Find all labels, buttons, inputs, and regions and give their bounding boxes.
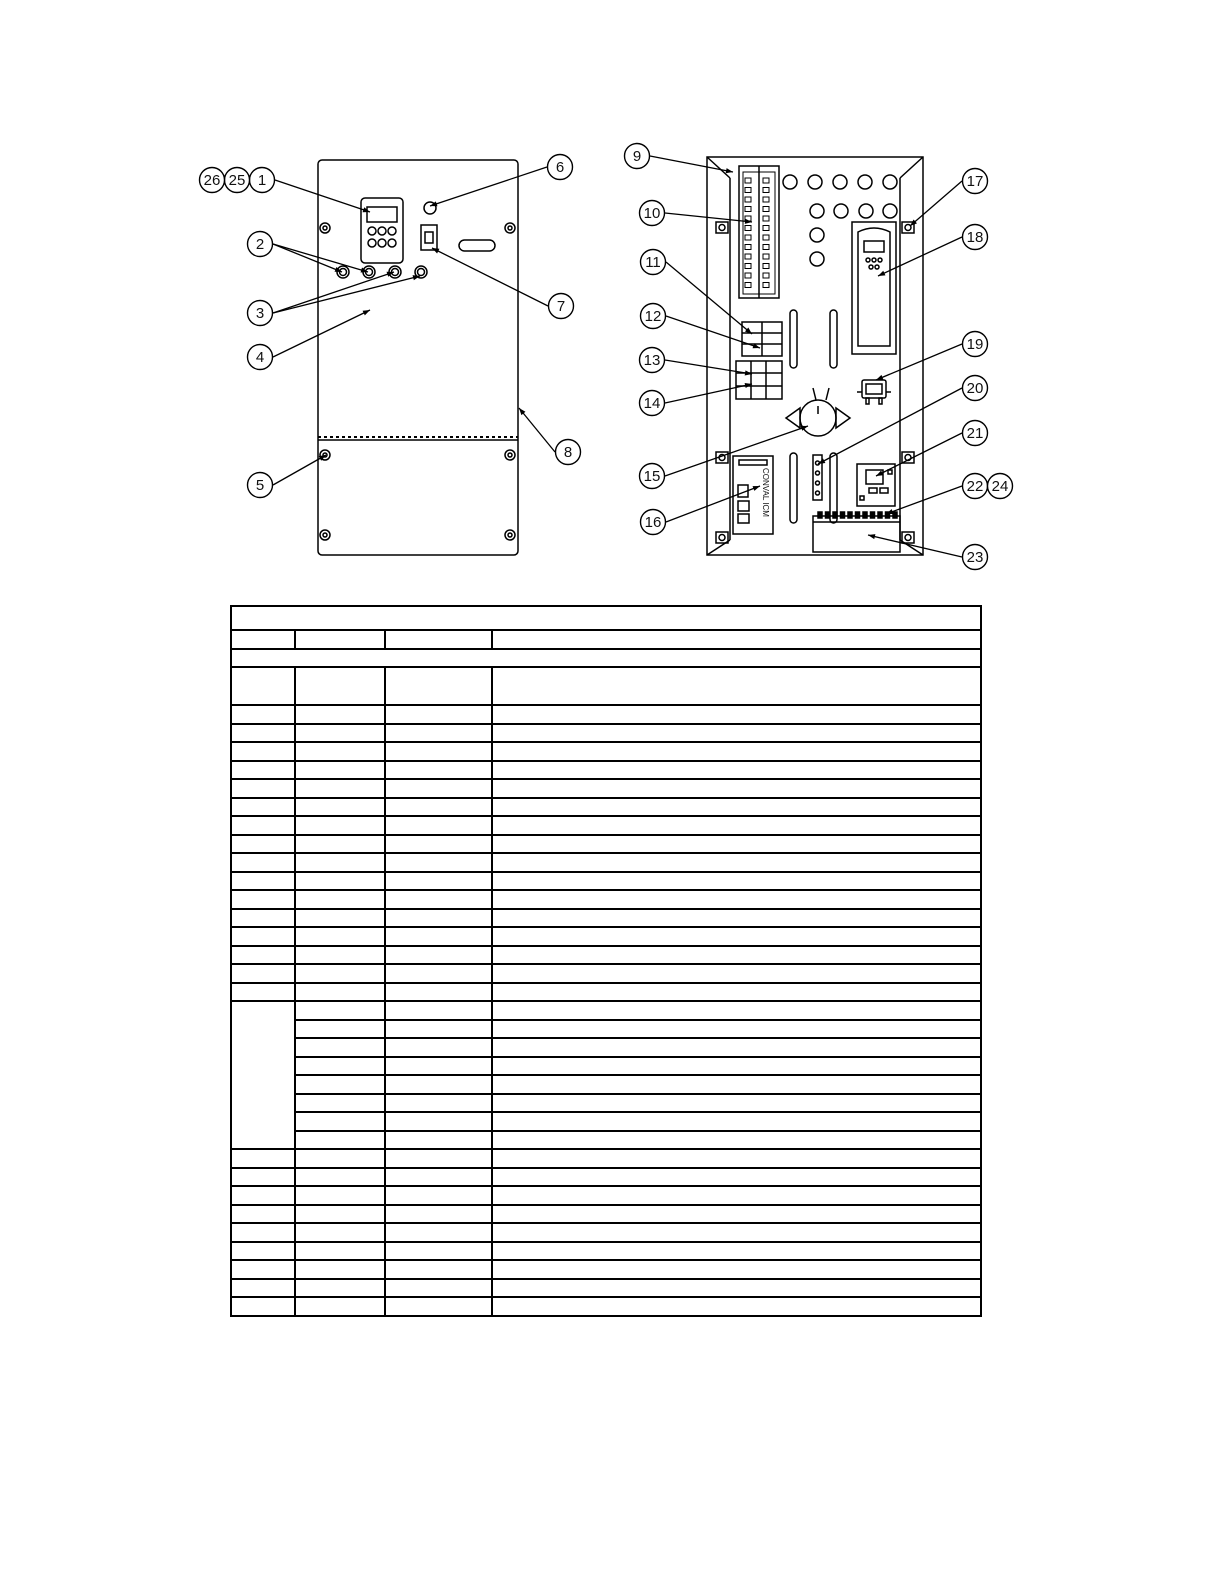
callout-label: 17 <box>966 173 984 190</box>
screw <box>505 530 515 540</box>
table-cell <box>295 1279 385 1298</box>
leader-line <box>273 276 420 313</box>
table-cell <box>385 853 492 872</box>
callout-label: 26 <box>203 172 221 189</box>
table-cell <box>295 890 385 909</box>
callout-label: 18 <box>966 229 984 246</box>
table-cell <box>492 667 981 705</box>
table-cell <box>231 798 295 817</box>
callout-label: 13 <box>643 352 661 369</box>
leader-line <box>665 384 752 403</box>
mount-tab <box>716 532 728 543</box>
table-cell <box>231 1001 295 1149</box>
callout-18 <box>963 225 988 250</box>
mount-tab <box>716 222 728 233</box>
table-section-row <box>231 649 981 668</box>
callout-17 <box>963 169 988 194</box>
arrow-head <box>876 375 883 380</box>
table-title <box>231 606 981 630</box>
relay-block <box>742 322 782 356</box>
table-cell <box>492 1057 981 1076</box>
table-cell <box>295 1149 385 1168</box>
table-row <box>231 779 981 798</box>
table-cell <box>295 1094 385 1113</box>
table-cell <box>492 1205 981 1224</box>
leader-line <box>665 360 752 374</box>
callout-20 <box>963 376 988 401</box>
table-cell <box>385 1094 492 1113</box>
table-cell <box>231 1168 295 1187</box>
callout-label: 10 <box>643 205 661 222</box>
callout-6 <box>548 155 573 180</box>
table-cell <box>231 724 295 743</box>
callout-label: 20 <box>966 380 984 397</box>
table-row <box>231 1020 981 1039</box>
table-cell <box>385 1131 492 1150</box>
table-cell <box>492 927 981 946</box>
table-cell <box>492 1149 981 1168</box>
table-row <box>231 964 981 983</box>
table-cell <box>492 1038 981 1057</box>
callout-7 <box>549 294 574 319</box>
table-cell <box>385 1057 492 1076</box>
table-row <box>231 1001 981 1020</box>
table-row <box>231 1297 981 1316</box>
callout-label: 19 <box>966 336 984 353</box>
table-cell <box>231 1223 295 1242</box>
table-row <box>231 909 981 928</box>
drive-unit <box>852 222 896 354</box>
screw <box>320 530 330 540</box>
leader-line <box>430 167 547 206</box>
table-cell <box>295 816 385 835</box>
table-cell <box>295 798 385 817</box>
table-cell <box>385 1149 492 1168</box>
callout-23 <box>963 545 988 570</box>
circuit-breakers <box>736 361 782 399</box>
callout-label: 5 <box>255 477 265 494</box>
callout-label: 2 <box>255 236 265 253</box>
table-cell <box>295 983 385 1002</box>
leader-lines <box>273 156 962 557</box>
table-cell <box>295 964 385 983</box>
callout-4 <box>248 345 273 370</box>
callout-label: 22 <box>966 478 984 495</box>
callout-16 <box>641 510 666 535</box>
table-row <box>231 1075 981 1094</box>
callout-label: 12 <box>644 308 662 325</box>
table-cell <box>385 964 492 983</box>
callout-label: 8 <box>563 444 573 461</box>
table-cell <box>492 798 981 817</box>
callout-13 <box>640 348 665 373</box>
table-cell <box>385 872 492 891</box>
callout-26 <box>200 168 225 193</box>
table-cell <box>295 1131 385 1150</box>
table-cell <box>231 761 295 780</box>
callout-2 <box>248 232 273 257</box>
callout-label: 11 <box>645 254 661 271</box>
mount-tab <box>902 532 914 543</box>
table-cell <box>385 1186 492 1205</box>
table-cell <box>295 1186 385 1205</box>
table-cell <box>295 724 385 743</box>
callout-label: 9 <box>632 148 642 165</box>
parts-table <box>230 605 982 1317</box>
relay-board <box>857 464 895 506</box>
table-cell <box>231 667 295 705</box>
table-cell <box>295 1020 385 1039</box>
table-cell <box>295 872 385 891</box>
table-cell <box>385 761 492 780</box>
table-cell <box>385 1020 492 1039</box>
table-cell <box>231 816 295 835</box>
callout-label: 16 <box>644 514 662 531</box>
table-row <box>231 853 981 872</box>
table-cell <box>492 1001 981 1020</box>
sensor <box>857 380 891 404</box>
table-row <box>231 1205 981 1224</box>
table-cell <box>492 816 981 835</box>
column-header <box>492 630 981 649</box>
table-cell <box>492 1075 981 1094</box>
terminal-blocks <box>745 178 769 288</box>
table-cell <box>492 1168 981 1187</box>
table-cell <box>385 946 492 965</box>
leader-line <box>910 181 962 226</box>
table-cell <box>231 946 295 965</box>
table-cell <box>492 1131 981 1150</box>
table-cell <box>385 1223 492 1242</box>
arrow-head <box>363 310 370 315</box>
slot <box>459 240 495 251</box>
table-cell <box>492 853 981 872</box>
table-row <box>231 835 981 854</box>
table-cell <box>385 667 492 705</box>
rocker-switch <box>421 225 437 250</box>
panel-slot <box>790 310 797 368</box>
callout-22 <box>963 474 988 499</box>
table-cell <box>295 909 385 928</box>
table-row <box>231 761 981 780</box>
table-cell <box>231 1149 295 1168</box>
table-cell <box>295 835 385 854</box>
table-cell <box>295 927 385 946</box>
table-cell <box>231 872 295 891</box>
callout-25 <box>225 168 250 193</box>
table-cell <box>385 1279 492 1298</box>
arrow-head <box>753 486 760 491</box>
table-cell <box>385 1112 492 1131</box>
table-row <box>231 1186 981 1205</box>
screw <box>320 223 330 233</box>
leader-line <box>876 344 962 380</box>
table-cell <box>492 890 981 909</box>
terminal-rail <box>813 516 900 552</box>
table-cell <box>295 1001 385 1020</box>
table-row <box>231 705 981 724</box>
table-cell <box>385 909 492 928</box>
table-cell <box>385 927 492 946</box>
table-cell <box>385 1260 492 1279</box>
panel-slot <box>830 310 837 368</box>
callout-label: 4 <box>255 349 265 366</box>
dial-control <box>786 388 850 436</box>
callout-label: 23 <box>966 549 984 566</box>
leader-line <box>666 486 760 522</box>
pilot-light <box>337 266 349 278</box>
table-cell <box>385 816 492 835</box>
screw <box>505 223 515 233</box>
column-header <box>385 630 492 649</box>
table-cell <box>295 761 385 780</box>
table-cell <box>231 705 295 724</box>
table-cell <box>295 1260 385 1279</box>
table-row <box>231 667 981 705</box>
table-cell <box>492 724 981 743</box>
table-cell <box>231 1297 295 1316</box>
callout-label: 7 <box>556 298 566 315</box>
callout-8 <box>556 440 581 465</box>
leader-line <box>886 486 962 514</box>
table-cell <box>231 1260 295 1279</box>
table-cell <box>231 835 295 854</box>
table-cell <box>492 1260 981 1279</box>
callout-21 <box>963 421 988 446</box>
callout-label: 25 <box>228 172 246 189</box>
callout-12 <box>641 304 666 329</box>
table-cell <box>295 705 385 724</box>
table-cell <box>231 964 295 983</box>
table-cell <box>295 1297 385 1316</box>
table-row <box>231 1223 981 1242</box>
leader-line <box>666 316 760 348</box>
table-header-row <box>231 630 981 649</box>
column-header <box>231 630 295 649</box>
table-cell <box>492 1297 981 1316</box>
table-row <box>231 1131 981 1150</box>
callout-label: 6 <box>555 159 565 176</box>
table-cell <box>295 1057 385 1076</box>
leader-line <box>273 310 370 357</box>
table-row <box>231 946 981 965</box>
table-cell <box>231 1205 295 1224</box>
callout-14 <box>640 391 665 416</box>
table-cell <box>492 983 981 1002</box>
leader-line <box>519 408 555 452</box>
table-cell <box>231 1279 295 1298</box>
callout-24 <box>988 474 1013 499</box>
table-cell <box>492 1242 981 1261</box>
table-cell <box>231 1242 295 1261</box>
table-cell <box>492 946 981 965</box>
table-cell <box>492 909 981 928</box>
leader-line <box>650 156 733 172</box>
table-cell <box>492 1186 981 1205</box>
callout-5 <box>248 473 273 498</box>
table-cell <box>231 890 295 909</box>
callout-10 <box>640 201 665 226</box>
panel-slot <box>790 453 797 523</box>
leader-line <box>273 244 368 272</box>
column-header <box>295 630 385 649</box>
callout-label: 14 <box>643 395 661 412</box>
leader-line <box>273 244 342 272</box>
table-cell <box>231 909 295 928</box>
leader-line <box>432 248 548 306</box>
leader-line <box>868 535 962 557</box>
callout-9 <box>625 144 650 169</box>
table-cell <box>231 853 295 872</box>
table-cell <box>385 1242 492 1261</box>
table-cell <box>295 946 385 965</box>
leader-line <box>275 180 370 212</box>
parts-diagram <box>0 0 1224 600</box>
table-row <box>231 927 981 946</box>
table-cell <box>385 798 492 817</box>
table-row <box>231 1279 981 1298</box>
table-cell <box>295 779 385 798</box>
table-row <box>231 1242 981 1261</box>
table-cell <box>492 1279 981 1298</box>
table-cell <box>492 1112 981 1131</box>
callout-label: 24 <box>991 478 1009 495</box>
leader-line <box>876 433 962 476</box>
table-cell <box>295 1112 385 1131</box>
table-section <box>231 649 981 668</box>
callout-1 <box>250 168 275 193</box>
arrow-head <box>878 271 885 276</box>
rail-terminals <box>818 512 897 518</box>
keypad <box>361 198 403 263</box>
table-cell <box>295 1205 385 1224</box>
table-cell <box>492 742 981 761</box>
table-row <box>231 1168 981 1187</box>
arrow-head <box>726 168 733 173</box>
leader-line <box>273 272 394 313</box>
table-row <box>231 1260 981 1279</box>
screw <box>505 450 515 460</box>
table-cell <box>385 983 492 1002</box>
table-cell <box>492 835 981 854</box>
callout-19 <box>963 332 988 357</box>
table-cell <box>385 890 492 909</box>
table-cell <box>295 1038 385 1057</box>
table-cell <box>295 1223 385 1242</box>
table-cell <box>385 1075 492 1094</box>
table-cell <box>295 667 385 705</box>
table-cell <box>231 983 295 1002</box>
table-row <box>231 798 981 817</box>
board-label: CONVAL ICM <box>761 468 770 517</box>
table-cell <box>295 853 385 872</box>
table-row <box>231 890 981 909</box>
table-row <box>231 1094 981 1113</box>
callout-3 <box>248 301 273 326</box>
table-cell <box>492 964 981 983</box>
table-cell <box>385 1205 492 1224</box>
callout-label: 15 <box>643 468 661 485</box>
table-cell <box>385 1001 492 1020</box>
table-cell <box>231 927 295 946</box>
table-cell <box>385 742 492 761</box>
table-cell <box>385 779 492 798</box>
table-cell <box>385 1168 492 1187</box>
table-cell <box>492 872 981 891</box>
callout-label: 1 <box>257 172 267 189</box>
leader-line <box>665 426 808 476</box>
table-row <box>231 1112 981 1131</box>
table-cell <box>231 1186 295 1205</box>
table-cell <box>385 1297 492 1316</box>
table-cell <box>385 835 492 854</box>
table-row <box>231 872 981 891</box>
callout-label: 3 <box>255 305 265 322</box>
table-cell <box>231 779 295 798</box>
table-cell <box>492 1223 981 1242</box>
table-cell <box>385 705 492 724</box>
table-row <box>231 1057 981 1076</box>
callout-label: 21 <box>966 425 984 442</box>
table-row <box>231 742 981 761</box>
table-title-row <box>231 606 981 630</box>
front-view <box>318 160 518 555</box>
table-cell <box>295 1242 385 1261</box>
table-cell <box>492 779 981 798</box>
table-row <box>231 983 981 1002</box>
table-cell <box>231 742 295 761</box>
table-cell <box>295 1168 385 1187</box>
table-cell <box>492 1020 981 1039</box>
table-cell <box>385 1038 492 1057</box>
table-cell <box>492 761 981 780</box>
table-cell <box>295 1075 385 1094</box>
table-cell <box>492 1094 981 1113</box>
table-cell <box>295 742 385 761</box>
table-row <box>231 816 981 835</box>
panel-view <box>707 157 923 555</box>
table-row <box>231 724 981 743</box>
callout-15 <box>640 464 665 489</box>
callout-11 <box>641 250 666 275</box>
table-row <box>231 1149 981 1168</box>
table-cell <box>492 705 981 724</box>
table-row <box>231 1038 981 1057</box>
table-cell <box>385 724 492 743</box>
